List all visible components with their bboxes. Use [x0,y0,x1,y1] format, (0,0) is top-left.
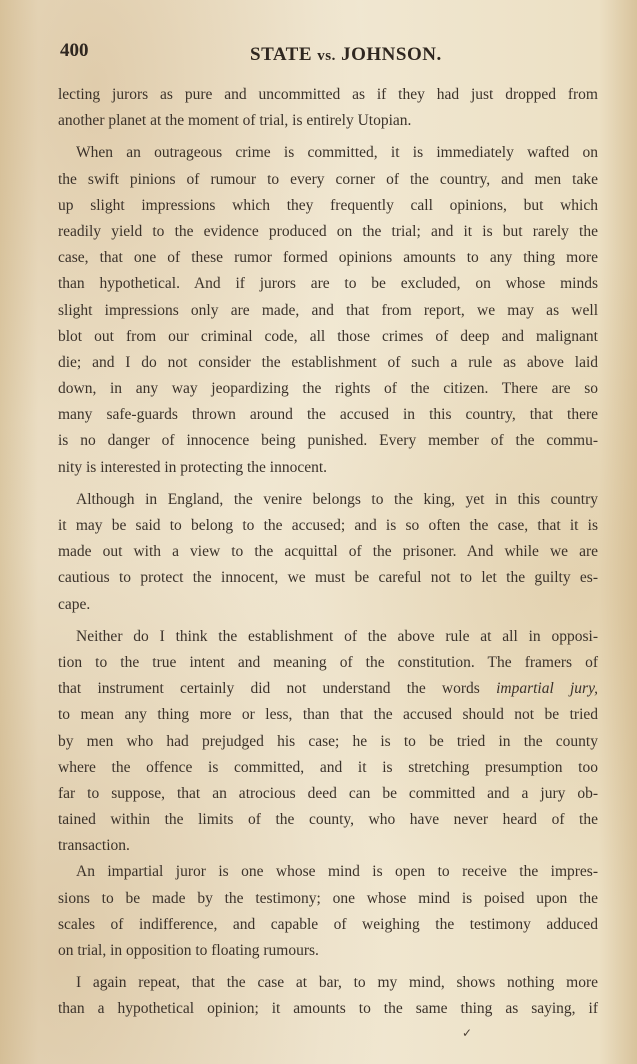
text-line: by men who had prejudged his case; he is to be tried in the county [58,732,598,750]
text-line: die; and I do not consider the establishment of such a rule as above laid [58,353,598,371]
running-head-prefix: STATE [250,44,312,65]
text-line: is no danger of innocence being punished. Every member of the commu- [58,432,598,450]
text-line: I again repeat, that the case at bar, to my mind, shows nothing more [76,974,598,992]
italic-line-prefix: that instrument certainly did not understand the words [58,680,480,698]
text-line: transaction. [58,837,130,855]
paragraph-4 [58,624,598,860]
text-line: blot out from our criminal code, all those crimes of deep and malignant [58,327,598,345]
paragraph-1 [58,82,598,134]
text-line: An impartial juror is one whose mind is open to receive the impres- [76,863,598,881]
paragraph-3 [58,487,598,618]
text-line: many safe-guards thrown around the accused in this country, that there [58,406,598,424]
paragraph-6 [58,970,598,1022]
text-line: up slight impressions which they frequently call opinions, but which [58,196,598,214]
text-line: readily yield to the evidence produced on the trial; and it is but rarely the [58,222,598,240]
page-header [60,40,597,70]
text-line: down, in any way jeopardizing the rights of the citizen. There are so [58,380,598,398]
text-line: on trial, in opposition to floating rumours. [58,942,319,959]
italic-phrase: impartial jury, [496,680,598,698]
text-line: Although in England, the venire belongs to the king, yet in this country [76,490,598,508]
text-line: tained within the limits of the county, who have never heard of the [58,811,598,829]
text-line: slight impressions only are made, and that from report, we may as well [58,301,598,319]
text-line: cautious to protect the innocent, we must be careful not to let the guilty es- [58,569,598,587]
text-line: nity is interested in protecting the innocent. [58,458,328,476]
text-line: than hypothetical. And if jurors are to be excluded, on whose minds [58,275,598,293]
page-number: 400 [60,40,89,61]
paragraph-5 [58,859,598,964]
text-line: tion to the true intent and meaning of the constitution. The framers of [58,653,598,671]
text-line: sions to be made by the testimony; one whose mind is poised upon the [58,889,598,907]
text-line: where the offence is committed, and it is stretching presumption too [58,758,598,776]
text-line: the swift pinions of rumour to every corner of the country, and men take [58,170,598,188]
text-line: made out with a view to the acquittal of the prisoner. And while we are [58,543,598,561]
printer-mark: ✓ [462,1026,473,1040]
text-line: scales of indifference, and capable of weighing the testimony adduced [58,915,598,933]
text-line: lecting jurors as pure and uncommitted as if they had just dropped from [58,86,598,103]
text-line: than a hypothetical opinion; it amounts to the same thing as saying, if [58,1000,598,1018]
text-line: case, that one of these rumor formed opinions amounts to any thing more [58,249,598,267]
text-line: to mean any thing more or less, than that the accused should not be tried [58,706,598,724]
paragraph-2 [58,140,598,480]
text-line-with-italic [58,676,598,702]
running-head [250,44,442,66]
running-head-vs: vs. [317,48,336,64]
text-line: When an outrageous crime is committed, it is immediately wafted on [76,144,598,162]
text-line: it may be said to belong to the accused; and is so often the case, that it is [58,517,598,534]
text-line: cape. [58,595,91,613]
body-text [58,82,598,1023]
text-line: another planet at the moment of trial, is entirely Utopian. [58,112,412,130]
text-line: Neither do I think the establishment of the above rule at all in opposi- [76,627,598,645]
running-head-suffix: JOHNSON. [341,44,442,65]
text-line: far to suppose, that an atrocious deed can be committed and a jury ob- [58,784,598,802]
